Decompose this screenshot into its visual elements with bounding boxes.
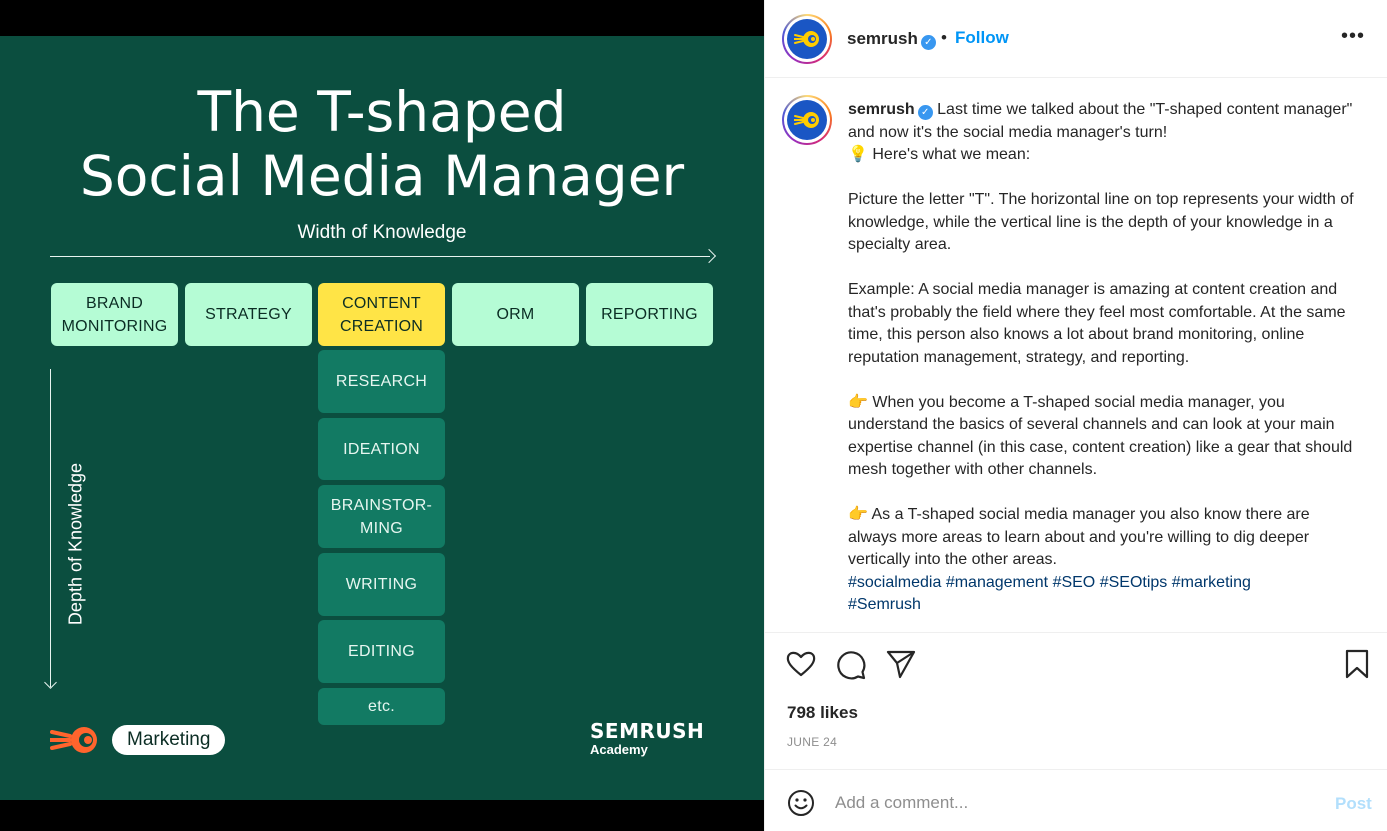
- caption-paragraph-4: When you become a T-shaped social media manager, you understand the basics of several channels and can look at your main expertise channel (in this case, content creation) like a gear that should mesh together with other channels.: [848, 393, 1357, 478]
- box-editing: EDITING: [318, 620, 445, 683]
- caption-paragraph-1: Last time we talked about the "T-shaped content manager" and now it's the social media manager's turn!: [848, 101, 1357, 141]
- share-icon[interactable]: [885, 648, 917, 680]
- verified-badge-icon: ✓: [921, 35, 936, 50]
- caption-paragraph-5: As a T-shaped social media manager you also know there are always more areas to learn about and you're willing to dig deeper vertically into the other areas.: [848, 506, 1315, 568]
- lightbulb-icon: 💡: [848, 146, 868, 163]
- semrush-academy-logo: SEMRUSH Academy: [590, 719, 705, 757]
- caption-paragraph-3: Example: A social media manager is amazing at content creation and that's probably the field where they feel most comfortable. At the same time, this person also knows a lot about brand monitoring, online reputation management, strategy, and reporting.: [848, 281, 1350, 366]
- box-etc: etc.: [318, 688, 445, 725]
- depth-axis-line: [50, 369, 51, 687]
- avatar[interactable]: [782, 14, 832, 64]
- more-horizontal-icon[interactable]: •••: [1341, 25, 1366, 47]
- comment-input[interactable]: [835, 790, 1315, 816]
- comment-icon[interactable]: [835, 648, 867, 680]
- box-orm: ORM: [452, 283, 579, 346]
- width-of-knowledge-label: Width of Knowledge: [297, 222, 467, 243]
- box-brand-monitoring: BRAND MONITORING: [51, 283, 178, 346]
- heart-icon[interactable]: [785, 648, 817, 680]
- emoji-icon[interactable]: [787, 789, 815, 817]
- box-ideation: IDEATION: [318, 418, 445, 480]
- marketing-pill: Marketing: [112, 725, 225, 755]
- header-username[interactable]: semrush ✓: [847, 29, 936, 50]
- likes-count[interactable]: 798 likes: [787, 703, 858, 722]
- box-reporting: REPORTING: [586, 283, 713, 346]
- action-bar: [765, 648, 1387, 688]
- caption-paragraph-2: Picture the letter "T". The horizontal line on top represents your width of knowledge, while the vertical line is the depth of your knowledge in a specialty area.: [848, 191, 1358, 253]
- infographic-slide: [0, 36, 764, 800]
- caption-scroll-area[interactable]: [765, 78, 1387, 633]
- post-side-panel: [764, 0, 1387, 831]
- post-date[interactable]: JUNE 24: [787, 735, 838, 749]
- semrush-logo-icon: [794, 30, 820, 48]
- separator-dot: •: [941, 28, 947, 47]
- box-brainstorming: BRAINSTOR- MING: [318, 485, 445, 548]
- slide-title-line-2: Social Media Manager: [79, 144, 685, 208]
- width-axis-arrow-icon: [702, 249, 716, 263]
- slide-title-line-1: The T-shaped: [197, 80, 567, 144]
- semrush-fireball-icon: [50, 726, 100, 754]
- bookmark-icon[interactable]: [1341, 648, 1373, 680]
- depth-axis-arrow-icon: [44, 676, 57, 689]
- caption-avatar[interactable]: [782, 95, 832, 145]
- box-research: RESEARCH: [318, 350, 445, 413]
- box-content-creation: CONTENT CREATION: [318, 283, 445, 346]
- semrush-logo-icon: [794, 111, 820, 129]
- pointing-hand-icon: 👉: [848, 393, 868, 411]
- verified-badge-icon: ✓: [918, 105, 933, 120]
- post-header: [765, 0, 1387, 78]
- hashtag-link-semrush[interactable]: #Semrush: [848, 596, 921, 613]
- box-writing: WRITING: [318, 553, 445, 616]
- pointing-hand-icon: 👉: [848, 506, 868, 523]
- width-axis-line: [50, 256, 710, 257]
- slide-title: [0, 80, 764, 208]
- comment-bar: [765, 769, 1387, 831]
- hashtag-links[interactable]: #socialmedia #management #SEO #SEOtips #marketing: [848, 573, 1251, 591]
- post-comment-button[interactable]: Post: [1335, 794, 1372, 813]
- follow-button[interactable]: Follow: [955, 28, 1009, 47]
- box-strategy: STRATEGY: [185, 283, 312, 346]
- depth-of-knowledge-label: Depth of Knowledge: [65, 462, 86, 626]
- caption-username[interactable]: semrush: [848, 101, 915, 118]
- caption-text: semrush ✓ Last time we talked about the "T-shaped content manager" and now it's the social media manager's turn! 💡 Here's what we mean: Picture the letter "T". The horizontal line on top represents your width of knowledge, while the vertical line is the depth of your knowledge in a specialty area. Example: A social media manager is amazing at content creation and that's probably the field where they feel most comfortable. At the same time, this person also knows a lot about brand monitoring, online reputation management, strategy, and reporting. 👉 When you become a T-shaped social media manager, you understand the basics of several channels and can look at your main expertise channel (in this case, content creation) like a gear that should mesh together with other channels. 👉 As a T-shaped social media manager you also know there are always more areas to learn about and you're willing to dig deeper vertically into the other areas. #socialmedia #management #SEO #SEOtips #marketing #Semrush: [848, 101, 1358, 613]
